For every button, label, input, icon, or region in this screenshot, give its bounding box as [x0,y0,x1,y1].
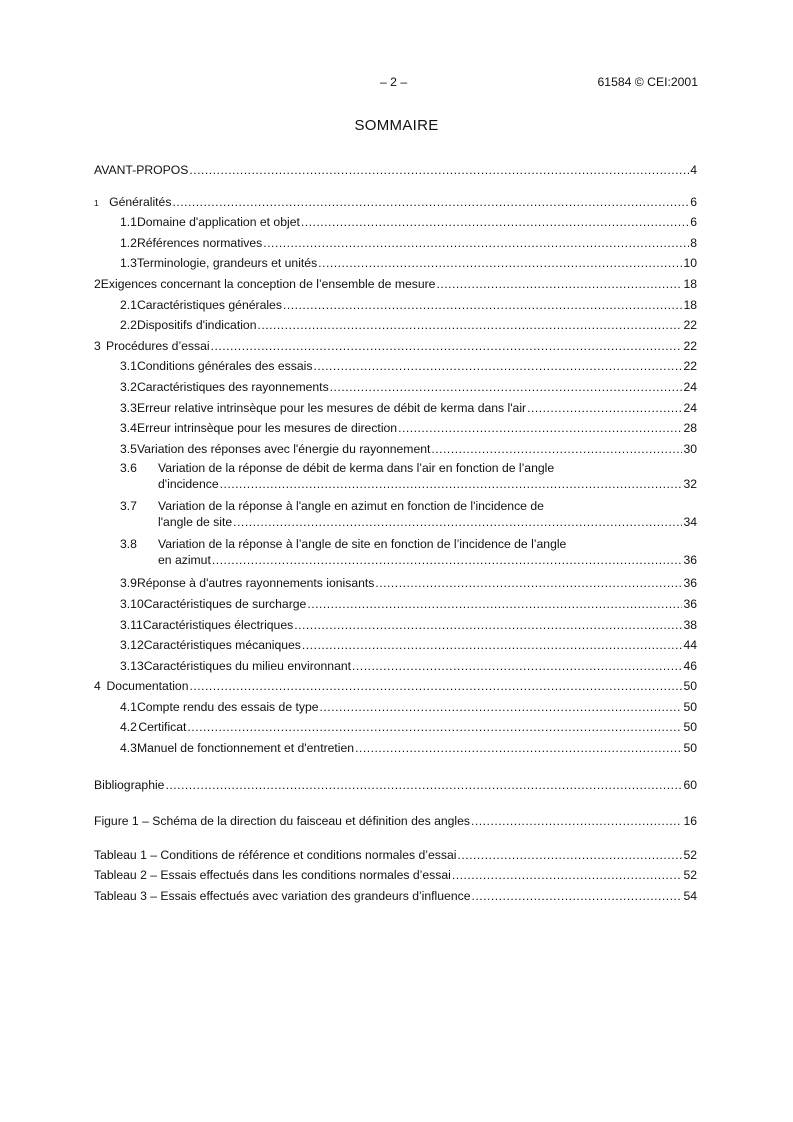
toc-page: 38 [683,617,697,632]
toc-label: Dispositifs d'indication [136,318,257,333]
toc-page: 34 [683,514,697,529]
toc-page: 6 [690,194,697,209]
page-header [0,75,793,91]
toc-page: 46 [683,658,697,673]
toc-page: 4 [690,163,697,177]
toc-entry-3-2[interactable] [94,377,697,398]
toc-entry-3-13[interactable] [94,656,697,677]
toc-entry-2-2[interactable] [94,315,697,336]
toc-page: 16 [683,814,697,829]
toc-entry-3-3[interactable] [94,398,697,419]
toc-number: 3.5 [120,441,137,456]
toc-number: 3.6 [120,461,137,476]
toc-entry-section-1[interactable] [94,192,697,213]
toc-number: 3.4 [120,421,137,436]
toc-page: 24 [683,400,697,415]
toc-page: 50 [683,699,697,714]
toc-entry-3-9[interactable] [94,573,697,594]
toc-entry-3-4[interactable] [94,418,697,439]
toc-entry-3-12[interactable] [94,635,697,656]
toc-page: 50 [683,679,697,694]
toc-label: Conditions générales des essais [136,359,313,374]
toc-entry-3-7[interactable] [94,497,697,535]
toc-entry-section-3[interactable] [94,336,697,357]
toc-label-continued: d'incidence [158,476,219,491]
toc-page: 8 [690,235,697,250]
toc-label: Documentation [106,679,189,694]
toc-label: Certificat [138,720,187,735]
toc-number: 3.13 [120,658,144,673]
toc-entry-4-2[interactable] [94,717,697,738]
toc-entry-3-1[interactable] [94,356,697,377]
toc-label: Tableau 2 – Essais effectués dans les conditions normales d’essai [94,868,451,883]
toc-page: 22 [683,318,697,333]
toc-page: 60 [683,777,697,792]
toc-number: 2.1 [120,297,137,312]
toc-number: 3.7 [120,499,137,514]
toc-label: Erreur intrinsèque pour les mesures de direction [136,421,398,436]
toc-entry-table-1[interactable] [94,845,697,866]
toc-label: Variation de la réponse à l’angle de site en fonction de l’incidence de l’angle [158,537,567,552]
toc-label: Variation de la réponse à l'angle en azimut en fonction de l'incidence de [158,499,544,514]
toc-entry-3-5[interactable] [94,439,697,460]
toc-number: 3.1 [120,359,137,374]
toc-label: Tableau 1 – Conditions de référence et conditions normales d’essai [94,847,457,862]
toc-entry-section-2[interactable] [94,274,697,295]
toc-page: 18 [683,276,697,291]
toc-label: Erreur relative intrinsèque pour les mesures de débit de kerma dans l'air [136,400,527,415]
toc-number: 1.3 [120,256,137,271]
toc-number: 3 [94,338,101,353]
toc-number: 3.12 [120,638,144,653]
toc-label: Exigences concernant la conception de l’ensemble de mesure [100,276,436,291]
page-title: SOMMAIRE [354,117,439,134]
toc-page: 50 [683,720,697,735]
toc-page: 36 [683,596,697,611]
toc-label-continued: en azimut [158,552,211,567]
document-reference: 61584 © CEI:2001 [597,75,698,89]
toc-label: AVANT-PROPOS [94,163,189,177]
toc-entry-table-2[interactable] [94,865,697,886]
toc-label: Compte rendu des essais de type [136,699,319,714]
toc-entry-figure-1[interactable] [94,811,697,832]
toc-number: 4 [94,679,101,694]
toc-page: 36 [683,576,697,591]
toc-label: Généralités [109,194,172,209]
toc-page: 28 [683,421,697,436]
toc-label: Caractéristiques générales [136,297,282,312]
toc-page: 10 [683,256,697,271]
toc-label: Manuel de fonctionnement et d'entretien [136,741,355,756]
toc-page: 22 [683,338,697,353]
toc-label: Caractéristiques des rayonnements [136,379,329,394]
page-number: – 2 – [380,75,408,89]
toc-entry-table-3[interactable] [94,886,697,907]
toc-number: 3.3 [120,400,137,415]
toc-number: 2 [94,276,101,291]
toc-entry-3-11[interactable] [94,615,697,636]
toc-entry-3-8[interactable] [94,535,697,573]
toc-number: 4.3 [120,741,137,756]
toc-page: 44 [683,638,697,653]
toc-number: 3.11 [120,617,143,632]
toc-page: 30 [683,441,697,456]
toc-entry-4-1[interactable] [94,697,697,718]
toc-label: Caractéristiques du milieu environnant [143,658,352,673]
toc-page: 22 [683,359,697,374]
toc-label: Procédures d’essai [105,338,210,353]
toc-label: Figure 1 – Schéma de la direction du faisceau et définition des angles [94,814,471,829]
table-of-contents [94,160,697,907]
toc-page: 50 [683,741,697,756]
toc-label: Bibliographie [94,777,165,792]
toc-label: Caractéristiques de surcharge [143,596,307,611]
toc-entry-1-1[interactable] [94,212,697,233]
toc-page: 52 [683,847,697,862]
toc-label: Références normatives [136,235,263,250]
toc-label: Domaine d'application et objet [136,215,300,230]
toc-number: 3.9 [120,576,137,591]
toc-label: Tableau 3 – Essais effectués avec variation des grandeurs d’influence [94,889,471,904]
toc-page: 36 [683,552,697,567]
toc-entry-1-3[interactable] [94,253,697,274]
toc-label: Caractéristiques mécaniques [143,638,301,653]
toc-entry-3-6[interactable] [94,459,697,497]
toc-entry-4-3[interactable] [94,738,697,759]
toc-page: 32 [683,476,697,491]
toc-number: 4.1 [120,699,137,714]
toc-entry-1-2[interactable] [94,233,697,254]
toc-label-continued: l'angle de site [158,514,233,529]
toc-number: 4.2 [120,720,137,735]
toc-entry-2-1[interactable] [94,295,697,316]
toc-number: 1 [94,197,99,208]
toc-label: Variation de la réponse de débit de kerma dans l’air en fonction de l’angle [158,461,555,476]
toc-label: Réponse à d'autres rayonnements ionisants [136,576,375,591]
toc-number: 1.2 [120,235,137,250]
toc-number: 3.8 [120,537,137,552]
toc-entry-section-4[interactable] [94,676,697,697]
toc-page: 6 [690,215,697,230]
toc-number: 1.1 [120,215,137,230]
toc-entry-3-10[interactable] [94,594,697,615]
toc-page: 54 [683,889,697,904]
toc-label: Caractéristiques électriques [142,617,294,632]
toc-label: Terminologie, grandeurs et unités [136,256,318,271]
toc-page: 24 [683,379,697,394]
toc-number: 3.10 [120,596,144,611]
toc-label: Variation des réponses avec l'énergie du rayonnement [136,441,431,456]
toc-entry-foreword[interactable] [94,160,697,181]
toc-page: 52 [683,868,697,883]
toc-page: 18 [683,297,697,312]
toc-entry-bibliography[interactable] [94,775,697,796]
toc-number: 2.2 [120,318,137,333]
toc-number: 3.2 [120,379,137,394]
